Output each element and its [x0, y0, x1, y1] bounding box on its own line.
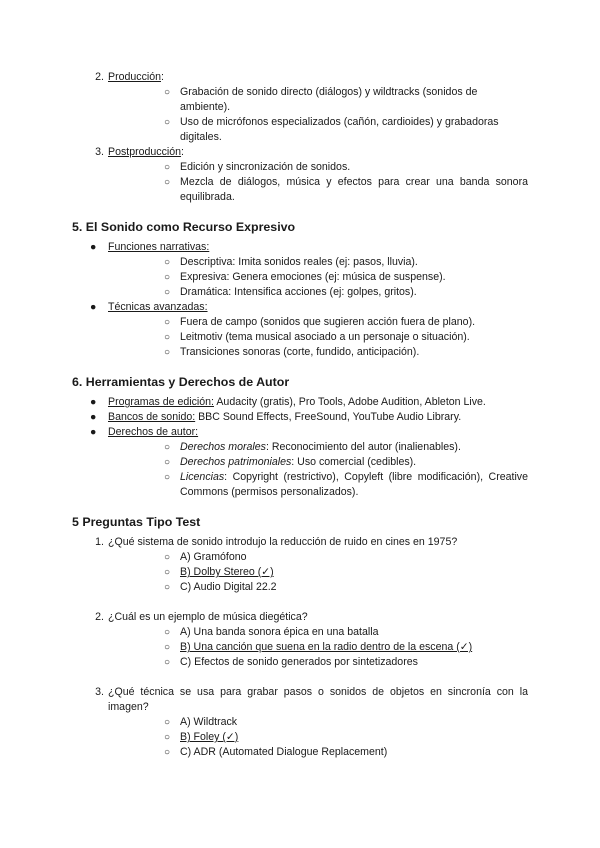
- list-item: ○ Uso de micrófonos especializados (cañón, cardioides) y grabadoras digitales.: [164, 116, 499, 143]
- list-item: [72, 410, 528, 425]
- list-number: 1.: [95, 536, 104, 548]
- circle-bullet-icon: ○: [164, 732, 171, 743]
- list-item: ○ Fuera de campo (sonidos que sugieren acción fuera de plano).: [164, 316, 476, 328]
- list-number: 2.: [95, 611, 104, 623]
- bullet-icon: ●: [90, 301, 97, 313]
- circle-bullet-icon: ○: [164, 272, 171, 283]
- list-item: ○ Mezcla de diálogos, música y efectos para crear una banda sonora equilibrada.: [164, 176, 528, 203]
- item-label: Derechos de autor:: [108, 426, 199, 438]
- list-item: [108, 455, 528, 470]
- group-sub-list: [108, 255, 528, 300]
- circle-bullet-icon: ○: [164, 657, 171, 668]
- list-item: ○ Descriptiva: Imita sonidos reales (ej: pasos, lluvia).: [164, 256, 418, 268]
- circle-bullet-icon: ○: [164, 332, 171, 343]
- item-text: BBC Sound Effects, FreeSound, YouTube Audio Library.: [195, 411, 462, 423]
- circle-bullet-icon: ○: [164, 582, 171, 593]
- question-text: ¿Cuál es un ejemplo de música diegética?: [108, 611, 308, 623]
- list-number: 3.: [95, 146, 104, 158]
- options-list: [108, 625, 528, 670]
- option-correct: ○ B) Una canción que suena en la radio dentro de la escena (✓): [164, 641, 473, 653]
- item-text: Audacity (gratis), Pro Tools, Adobe Audition, Ableton Live.: [214, 396, 486, 408]
- circle-bullet-icon: ○: [164, 642, 171, 653]
- list-number: 3.: [95, 686, 104, 698]
- option: ○ C) Audio Digital 22.2: [164, 581, 277, 593]
- option: ○ A) Una banda sonora épica en una batalla: [164, 626, 379, 638]
- circle-bullet-icon: ○: [164, 457, 171, 468]
- phase-title: Producción: [108, 71, 161, 83]
- circle-bullet-icon: ○: [164, 257, 171, 268]
- quiz-question: [72, 535, 528, 595]
- quiz-question: [72, 685, 528, 760]
- list-item: ○ Transiciones sonoras (corte, fundido, anticipación).: [164, 346, 420, 358]
- list-item: [72, 425, 528, 500]
- list-item: [72, 300, 528, 360]
- section-heading-6: 6. Herramientas y Derechos de Autor: [72, 375, 290, 389]
- circle-bullet-icon: ○: [164, 472, 171, 483]
- right-label: Derechos morales: [180, 441, 266, 453]
- circle-bullet-icon: ○: [164, 287, 171, 298]
- group-title: Técnicas avanzadas:: [108, 301, 208, 313]
- phase-item-production: 2. Producción: ○ Grabación de sonido directo (diálogos) y wildtracks (sonidos de ambiente). ○ Uso de micrófonos especializados (cañón, cardioides) y grabadoras digitales.: [72, 70, 528, 145]
- right-text: : Reconocimiento del autor (inalienables).: [265, 441, 461, 453]
- circle-bullet-icon: ○: [164, 177, 171, 188]
- circle-bullet-icon: ○: [164, 552, 171, 563]
- rights-sub-list: [108, 440, 528, 500]
- right-text: : Copyright (restrictivo), Copyleft (libre modificación), Creative Commons (permisos personalizados).: [180, 471, 528, 498]
- quiz-heading: 5 Preguntas Tipo Test: [72, 515, 201, 529]
- list-item: ○ Edición y sincronización de sonidos.: [164, 161, 351, 173]
- item-label: Bancos de sonido:: [108, 411, 196, 423]
- bullet-icon: ●: [90, 241, 97, 253]
- tools-rights-list: [72, 395, 528, 500]
- list-item: ○ Grabación de sonido directo (diálogos) y wildtracks (sonidos de ambiente).: [164, 86, 478, 113]
- right-label: Licencias: [180, 471, 225, 483]
- list-item: ○ Expresiva: Genera emociones (ej: música de suspense).: [164, 271, 446, 283]
- circle-bullet-icon: ○: [164, 117, 171, 128]
- production-phases-list: [72, 70, 528, 205]
- circle-bullet-icon: ○: [164, 347, 171, 358]
- option-correct: ○ B) Dolby Stereo (✓): [164, 566, 274, 578]
- circle-bullet-icon: ○: [164, 87, 171, 98]
- circle-bullet-icon: ○: [164, 162, 171, 173]
- list-item: [108, 470, 528, 500]
- list-number: 2.: [95, 71, 104, 83]
- item-label: Programas de edición:: [108, 396, 214, 408]
- circle-bullet-icon: ○: [164, 442, 171, 453]
- list-item: ○ Leitmotiv (tema musical asociado a un personaje o situación).: [164, 331, 470, 343]
- circle-bullet-icon: ○: [164, 747, 171, 758]
- phase-sub-list: [108, 85, 528, 145]
- circle-bullet-icon: ○: [164, 317, 171, 328]
- group-title: Funciones narrativas:: [108, 241, 210, 253]
- options-list: [108, 550, 528, 595]
- bullet-icon: ●: [90, 411, 97, 423]
- options-list: [108, 715, 528, 760]
- right-label: Derechos patrimoniales: [180, 456, 292, 468]
- option: ○ C) ADR (Automated Dialogue Replacement): [164, 746, 388, 758]
- option: ○ A) Wildtrack: [164, 716, 238, 728]
- phase-item-postproduction: 3. Postproducción: ○ Edición y sincronización de sonidos. ○ Mezcla de diálogos, música y efectos para crear una banda sonora equilibrada.: [72, 145, 528, 205]
- question-text: ¿Qué sistema de sonido introdujo la reducción de ruido en cines en 1975?: [108, 536, 458, 548]
- right-text: : Uso comercial (cedibles).: [291, 456, 417, 468]
- list-item: ○ Dramática: Intensifica acciones (ej: golpes, gritos).: [164, 286, 417, 298]
- option-correct: ○ B) Foley (✓): [164, 731, 239, 743]
- circle-bullet-icon: ○: [164, 567, 171, 578]
- list-item: [72, 395, 528, 410]
- circle-bullet-icon: ○: [164, 627, 171, 638]
- quiz-list: [72, 535, 528, 760]
- phase-title: Postproducción: [108, 146, 182, 158]
- group-sub-list: [108, 315, 528, 360]
- bullet-icon: ●: [90, 426, 97, 438]
- phase-sub-list: [108, 160, 528, 205]
- question-text: ¿Qué técnica se usa para grabar pasos o sonidos de objetos en sincronía con la imagen?: [108, 686, 528, 713]
- quiz-question: [72, 610, 528, 670]
- bullet-icon: ●: [90, 396, 97, 408]
- list-item: [108, 440, 528, 455]
- expressive-sound-list: [72, 240, 528, 360]
- option: ○ A) Gramófono: [164, 551, 247, 563]
- circle-bullet-icon: ○: [164, 717, 171, 728]
- option: ○ C) Efectos de sonido generados por sintetizadores: [164, 656, 418, 668]
- list-item: [72, 240, 528, 300]
- section-heading-5: 5. El Sonido como Recurso Expresivo: [72, 220, 296, 234]
